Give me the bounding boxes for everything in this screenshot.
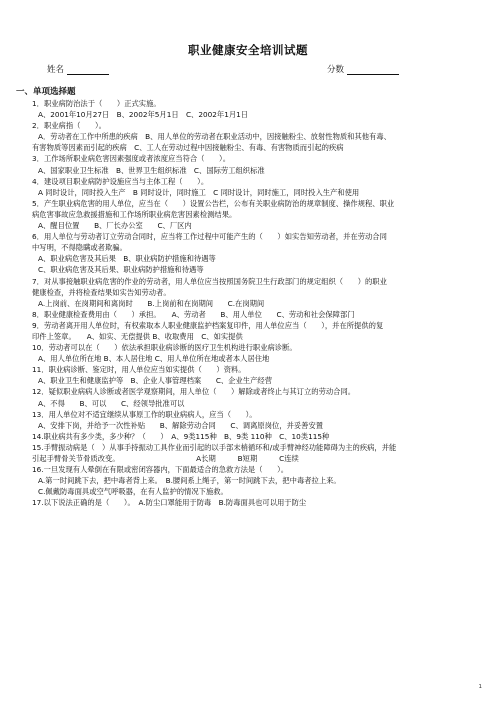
text-line: 10．劳动者可以在（ ）依法承担职业病诊断的医疗卫生机构进行职业病诊断。 (32, 343, 297, 353)
section-heading: 一、单项选择题 (16, 87, 76, 97)
text-line: A、职业卫生和健康监护等 B、企业人事管理档案 C、企业生产经营 (38, 376, 272, 386)
name-label: 姓名 (47, 65, 65, 75)
name-blank[interactable] (67, 65, 109, 75)
text-line: 有害物质等因素而引起的疾病 C、工人在劳动过程中因接触粉尘、有毒、有害物质而引起的疾病 (32, 143, 344, 153)
text-line: 5．产生职业病危害的用人单位，应当在（ ）设置公告栏，公布有关职业病防治的规章制度、操作规程、职业 (32, 198, 395, 208)
text-line: 8．职业健康检查费用由（ ）承担。 A、劳动者 B、用人单位 C、劳动和社会保障部门 (32, 309, 355, 319)
text-line: 中写明，不得隐瞒或者欺骗。 (32, 243, 127, 253)
text-line: C.佩戴防毒面具或空气呼吸器，在有人监护的情况下施救。 (38, 487, 228, 497)
text-line: 17.以下说法正确的是（ ）。 A.防尘口罩能用于防毒 B.防毒面具也可以用于防尘 (32, 498, 307, 508)
text-line: 11．职业病诊断、鉴定时，用人单位应当如实提供（ ）资料。 (32, 365, 246, 375)
text-line: 15.手臂振动病是（ ）从事手持振动工具作业而引起的以手部末梢循环和/或手臂神经功能障碍为主的疾病，并能 (32, 442, 397, 452)
text-line: 1．职业病防治法于（ ）正式实施。 (32, 99, 161, 108)
text-line: A、职业病危害及其后果 B、职业病防护措施和待遇等 (38, 254, 216, 264)
name-field[interactable] (47, 63, 109, 75)
text-line: 病危害事故应急救援措施和工作场所职业病危害因素检测结果。 (32, 209, 237, 219)
text-line: A.上岗前、在岗期间和离岗时 B.上岗前和在岗期间 C.在岗期间 (38, 298, 265, 308)
text-line: A、用人单位所在地 B、本人居住地 C、用人单位所在地或者本人居住地 (38, 354, 270, 364)
text-line: A、国家职业卫生标准 B、世界卫生组织标准 C、国际劳工组织标准 (38, 165, 265, 175)
score-field[interactable] (327, 63, 399, 75)
text-line: A.第一时间跳下去，把中毒者背上来。 B.腰间系上绳子，第一时间跳下去，把中毒者拉上来。 (38, 476, 341, 486)
document-title: 职业健康安全培训试题 (188, 43, 308, 57)
text-line: 引起手臂骨关节骨质改变。 A长期 B短期 C连续 (32, 454, 299, 463)
text-line: A、不得 B、可以 C、经领导批准可以 (38, 398, 185, 408)
question-list (32, 98, 472, 508)
score-blank[interactable] (347, 65, 399, 75)
text-line: 7．对从事接触职业病危害的作业的劳动者，用人单位应当按照国务院卫生行政部门的规定组织（ ）的职业 (32, 276, 387, 286)
text-line: A、醒目位置 B、厂长办公室 C、厂区内 (38, 221, 192, 231)
text-line: A、2001年10月27日 B、2002年5月1日 C、2002年1月1日 (38, 110, 249, 120)
score-label: 分数 (327, 65, 345, 75)
text-line: 健康检查，并将检查结果如实告知劳动者。 (32, 287, 171, 297)
text-line: 印件上签章。 A、如实、无偿提供 B、收取费用 C、如实提供 (32, 331, 243, 341)
text-line: A 同时设计，同时投入生产 B 同时设计，同时施工 C 同时设计，同时施工，同时投入生产和使用 (38, 187, 360, 197)
text-line: 12．疑似职业病病人诊断或者医学观察期间，用人单位（ ）解除或者终止与其订立的劳动合同。 (32, 387, 356, 397)
text-line: A．劳动者在工作中所患的疾病 B、用人单位的劳动者在职业活动中，因接触粉尘、放射性物质和其他有毒、 (38, 132, 391, 142)
text-line: A、安排下岗，并给予一次性补贴 B、解除劳动合同 C、调离原岗位，并妥善安置 (38, 420, 324, 430)
text-line: 13．用人单位对不适宜继续从事原工作的职业病病人，应当（ ）。 (32, 409, 257, 419)
text-line: 2．职业病指（ ）。 (32, 121, 106, 131)
page-number: 1 (478, 684, 482, 690)
text-line: C、职业病危害及其后果、职业病防护措施和待遇等 (38, 265, 204, 275)
text-line: 6．用人单位与劳动者订立劳动合同时，应当将工作过程中可能产生的（ ）如实告知劳动者，并在劳动合同 (32, 232, 387, 242)
text-line: 16.一旦发现有人晕倒在有限或密闭容器内，下面最适合的急救方法是（ ）。 (32, 465, 289, 475)
text-line: 3．工作场所职业病危害因素强度或者浓度应当符合（ ）。 (32, 154, 231, 164)
text-line: 4．建设项目职业病防护设施应当与主体工程（ ）。 (32, 176, 209, 186)
text-line: 14.职业病共有多少类，多少种？（ ） A、9类115种 B、9类 110种 C、10类115种 (32, 431, 330, 441)
text-line: 9．劳动者离开用人单位时，有权索取本人职业健康监护档案复印件，用人单位应当（ ），并在所提供的复 (32, 320, 384, 330)
